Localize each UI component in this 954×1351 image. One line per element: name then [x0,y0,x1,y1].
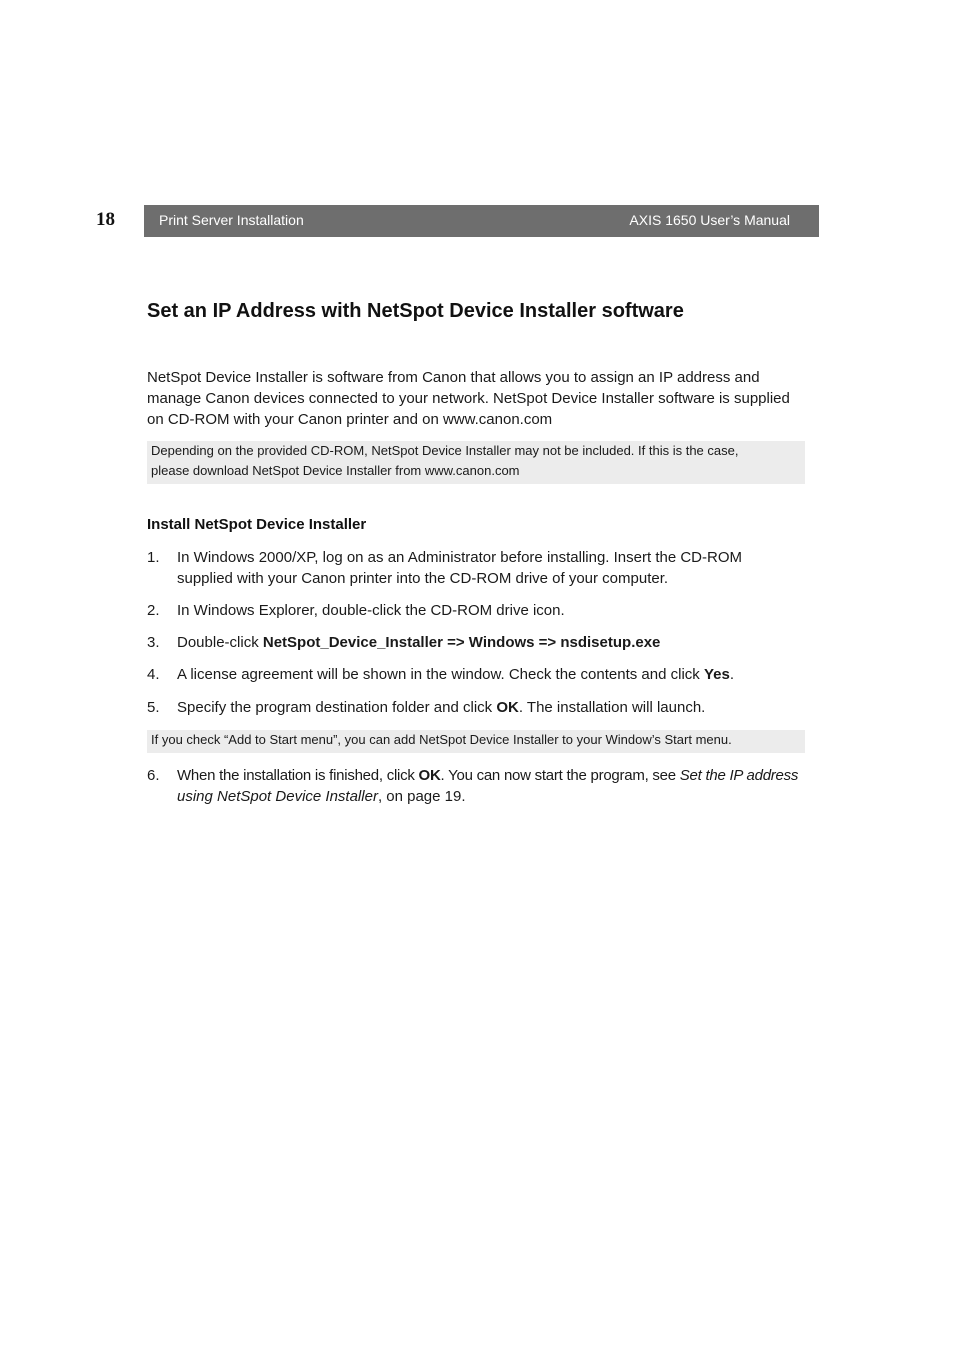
step-text-plain: Double-click [177,634,263,651]
yes-label: Yes [703,666,730,683]
step-number: 4. [147,666,160,683]
intro-line: on CD-ROM with your Canon printer and on www.canon.com [147,411,553,428]
step-text [177,632,817,653]
note-line: please download NetSpot Device Installer from www.canon.com [151,462,520,478]
step-number: 2. [147,602,160,619]
intro-paragraph [147,367,815,430]
step-text [177,664,817,685]
step-number: 3. [147,634,160,651]
step-text-plain: A license agreement will be shown in the window. Check the contents and click [177,666,704,683]
step-item-5 [147,697,817,718]
step-text-plain: Specify the program destination folder and click [177,699,497,716]
step-text [177,765,817,807]
step-text [177,697,817,718]
section-title: Set an IP Address with NetSpot Device Installer software [147,300,684,322]
step-item-4 [147,664,817,685]
cross-reference: using NetSpot Device Installer [177,788,378,805]
header-manual-title: AXIS 1650 User’s Manual [629,212,790,228]
install-subheading: Install NetSpot Device Installer [147,516,367,533]
step-item-6 [147,765,817,807]
step-text-plain: When the installation is finished, click [177,767,419,784]
intro-line: NetSpot Device Installer is software from Canon that allows you to assign an IP address and [147,369,760,386]
step-item-1 [147,547,817,589]
page-number: 18 [96,209,115,230]
step-item-3 [147,632,817,653]
step-item-2 [147,600,817,621]
ok-label: OK [418,767,441,784]
running-header [144,205,819,237]
step-text-plain: . The installation will launch. [518,699,706,716]
installer-path: NetSpot_Device_Installer => Windows => nsdisetup.exe [262,634,661,651]
note-line: If you check “Add to Start menu”, you can add NetSpot Device Installer to your Window’s Start menu. [151,732,732,747]
step-number: 1. [147,549,160,566]
step-text: In Windows Explorer, double-click the CD-ROM drive icon. [177,602,565,619]
page-reference: , on page 19. [377,788,466,805]
note-box-cdrom [147,441,805,484]
note-line: Depending on the provided CD-ROM, NetSpot Device Installer may not be included. If this is the case, [151,443,739,458]
step-text-plain: . [729,666,735,683]
step-text [177,547,817,589]
step-line: In Windows 2000/XP, log on as an Administrator before installing. Insert the CD-ROM [177,549,742,566]
ok-label: OK [496,699,519,716]
cross-reference: Set the IP address [679,767,799,784]
step-number: 6. [147,767,160,784]
step-line: supplied with your Canon printer into the CD-ROM drive of your computer. [177,570,669,587]
header-section-title: Print Server Installation [159,212,304,228]
step-text-plain: . You can now start the program, see [440,767,680,784]
step-number: 5. [147,699,160,716]
intro-line: manage Canon devices connected to your network. NetSpot Device Installer software is supplied [147,390,790,407]
note-box-start-menu [147,730,805,753]
